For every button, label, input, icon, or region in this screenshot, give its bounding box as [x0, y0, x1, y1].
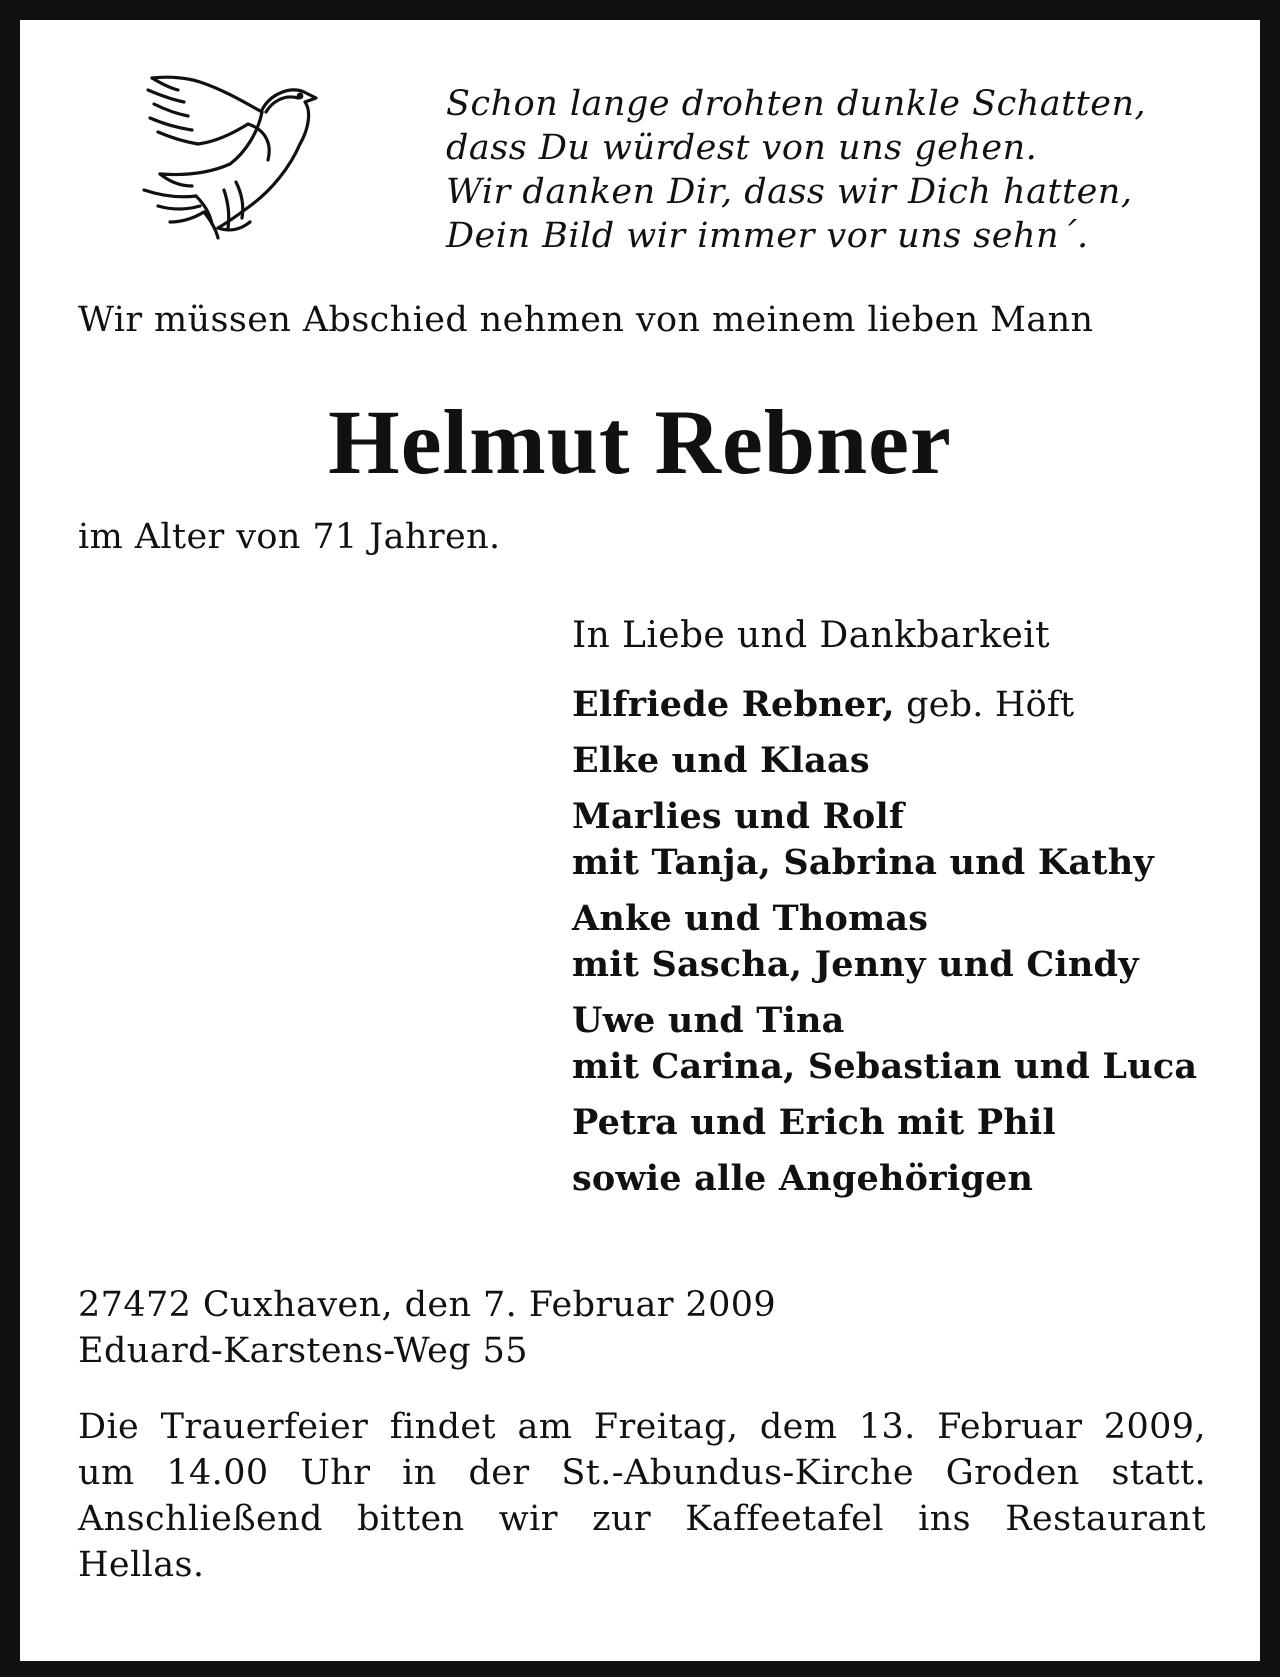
funeral-line: Die Trauerfeier findet am Freitag, dem 13. Februar 2009,	[78, 1407, 1206, 1447]
dove-icon	[140, 72, 330, 252]
mourner-line: Marlies und Rolf	[572, 796, 905, 837]
mourner-line: sowie alle Angehörigen	[572, 1158, 1034, 1199]
mourner-group	[572, 896, 1232, 988]
mourner-line: Elke und Klaas	[572, 740, 870, 781]
funeral-notice	[78, 1404, 1206, 1588]
address: Eduard-Karstens-Weg 55	[78, 1331, 528, 1371]
poem-line: Dein Bild wir immer vor uns sehn´.	[446, 216, 1089, 256]
mourner-group	[572, 794, 1232, 886]
mourner-line: Uwe und Tina	[572, 1000, 845, 1041]
funeral-line: Hellas.	[78, 1545, 205, 1585]
poem-line: Wir danken Dir, dass wir Dich hatten,	[446, 172, 1133, 212]
mourner-group	[572, 998, 1232, 1090]
mourner-group	[572, 1156, 1232, 1202]
closing-phrase: In Liebe und Dankbarkeit	[572, 615, 1050, 656]
mourner-line: mit Tanja, Sabrina und Kathy	[572, 842, 1154, 883]
place-date: 27472 Cuxhaven, den 7. Februar 2009	[78, 1285, 777, 1325]
mourner-group	[572, 738, 1232, 784]
mourner-line: Petra und Erich mit Phil	[572, 1102, 1056, 1143]
poem-line: dass Du würdest von uns gehen.	[446, 128, 1038, 168]
place-and-address	[78, 1282, 776, 1374]
funeral-line: um 14.00 Uhr in der St.-Abundus-Kirche Groden statt.	[78, 1453, 1206, 1493]
spouse-line	[572, 682, 1232, 728]
funeral-line: Anschließend bitten wir zur Kaffeetafel ins Restaurant	[78, 1499, 1206, 1539]
mourner-group	[572, 1100, 1232, 1146]
mourner-line: Anke und Thomas	[572, 898, 929, 939]
deceased-name: Helmut Rebner	[328, 391, 952, 493]
mourner-group	[572, 682, 1232, 728]
intro-text: Wir müssen Abschied nehmen von meinem lieben Mann	[78, 300, 1094, 340]
age-line: im Alter von 71 Jahren.	[78, 517, 501, 557]
mourners-block	[572, 614, 1232, 1212]
mourner-line: mit Carina, Sebastian und Luca	[572, 1046, 1198, 1087]
spouse-name: Elfriede Rebner,	[572, 684, 895, 725]
spouse-maiden-name: geb. Höft	[906, 685, 1075, 725]
mourner-line: mit Sascha, Jenny und Cindy	[572, 944, 1139, 985]
poem	[446, 82, 1226, 258]
poem-line: Schon lange drohten dunkle Schatten,	[446, 84, 1147, 124]
